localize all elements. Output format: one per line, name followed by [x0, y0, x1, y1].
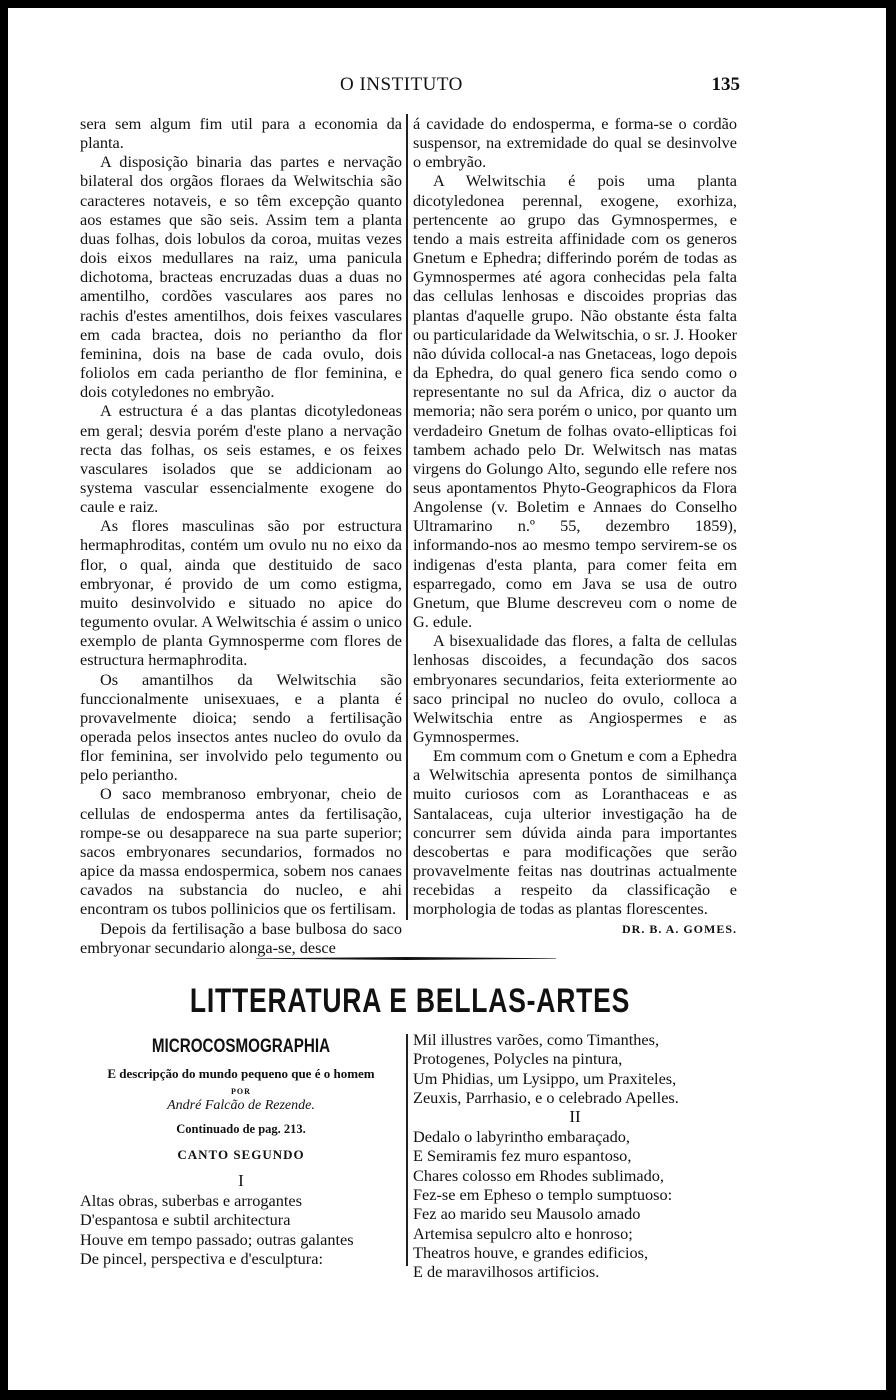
verse-line: Altas obras, suberbas e arrogantes — [80, 1191, 302, 1210]
paragraph: A disposição binaria das partes e nervação bilateral dos orgãos floraes da Welwitschia são caracteres notaveis, e so têm excepção quanto aos estames que são seis. Assim tem a planta duas folhas, dois lobulos da coroa, muitas vezes dois eixos medullares na raiz, uma panicula dichotoma, bracteas encruzadas duas a duas no amentilho, cordões vasculares aos pares no rachis d'estes amentilhos, dois feixes vasculares em cada bractea, dois no perianthο da flor feminina, dois na base de cada ovulo, dois foliolos em cada perianthο de flor feminina, e dois cotyledones no embryão. — [80, 152, 402, 402]
verse-line: Protogenes, Polycles na pintura, — [413, 1049, 623, 1069]
poem-title: MICROCOSMOGRAPHIA — [151, 1036, 331, 1057]
continued-note: Continuado de pag. 213. — [176, 1122, 306, 1136]
canto-heading: CANTO SEGUNDO — [177, 1147, 305, 1162]
paragraph: A Welwitschia é pois uma planta dicotyledonea perennal, exogene, exorhiza, pertencente ao grupo das Gymnospermes, e tendo a mais estreita affinidade com os generos Gnetum e Ephedra; differindo porém de todas as Gymnospermes até agora conhecidas pela falta das cellulas lenhosas e discoides proprias das plantas d'aquelle grupo. Não obstante ésta falta ou particularidade da Welwitschia, o sr. J. Hooker não dúvida collocal-a nas Gnetaceas, logo depois da Ephedra, do qual genero fica sendo como o representante no sul da Africa, diz o auctor da memoria; não sera porém o unico, por quanto um verdadeiro Gnetum de folhas ovato-ellipticas foi tambem achado pelo Dr. Welwitsch nas matas virgens do Golungo Alto, segundo elle refere nos seus apontamentos Phyto-Geographicos da Flora Angolense (v. Boletim e Annaes do Conselho Ultramarino n.º 55, dezembro 1859), informando-nos ao mesmo tempo servirem-se os indigenas d'esta planta, para comer feita em esparregado, como em Java se usa de outro Gnetum, que Blume descreveu com o nome de G. edule. — [413, 171, 737, 632]
paragraph: Depois da fertilisação a base bulbosa do saco embryonar secundario alonga-se, desce — [80, 918, 402, 957]
author-signature: DR. B. A. GOMES. — [621, 921, 737, 936]
verse-line: Artemisa sepulcro alto e honroso; — [413, 1223, 633, 1243]
verse-line: D'espantosa e subtil architectura — [80, 1210, 291, 1230]
journal-title: O INSTITUTO — [340, 74, 463, 95]
verse-line: E Semiramis fez muro espantoso, — [413, 1146, 632, 1166]
paragraph: O saco membranoso embryonar, cheio de cellulas de endosperma antes da fertilisação, rompe-se ou desapparece na sua parte superior; sacos embryonares secundarios, formados no apice da massa endospermica, sobem nos canaes cavados na substancia do nucleo, e ahi encontram os tubos pollinicios que os fertilisam. — [80, 784, 402, 919]
verse-line: Fez-se em Epheso o templo sumptuoso: — [413, 1185, 673, 1205]
verse-line: Houve em tempo passado; outras galantes — [80, 1229, 354, 1249]
paragraph: Os amantilhos da Welwitschia são funccionalmente unisexuaes, e a planta é provavelmente dioica; sendo a fertilisação operada pelos insectos antes nucleo do ovulo da flor feminina, ser involvido pelo tegumento ou pelo perianthο. — [80, 669, 402, 785]
section-title: LITTERATURA E BELLAS-ARTES — [189, 982, 631, 1020]
verse-line: Fez ao marido seu Mausolo amado — [413, 1204, 641, 1224]
poem-column-divider — [406, 1034, 408, 1266]
poem-author: André Falcão de Rezende. — [167, 1098, 315, 1113]
stanza-number: I — [238, 1171, 244, 1190]
paragraph: sera sem algum fim util para a economia da planta. — [80, 114, 402, 153]
verse-line: Theatros houve, e grandes edificios, — [413, 1242, 649, 1262]
paragraph: á cavidade do endosperma, e forma-se o cordão suspensor, na extremidade do qual se desinvolve o embryão. — [413, 114, 737, 172]
running-head — [80, 74, 740, 96]
column-divider — [406, 114, 408, 920]
paragraph: A bisexualidade das flores, a falta de cellulas lenhosas discoides, a fecundação dos sacos embryonares secundarios, feita exteriormente ao saco principal no nucleo do ovulo, colloca a Welwitschia entre as Angiospermes e as Gymnospermes. — [413, 631, 737, 746]
by-line: POR — [231, 1087, 251, 1096]
verse-line: De pincel, perspectiva e d'esculptura: — [80, 1248, 323, 1268]
verse-line: E de maravilhosos artificios. — [413, 1262, 600, 1282]
poem-right-column — [413, 1030, 737, 1282]
paragraph: A estructura é a das plantas dicotyledoneas em geral; desvia porém d'este plano a nervação recta das folhas, os seis estames, e os feixes vasculares isolados que se addicionam ao systema vascular essencialmente exogene do caule e raiz. — [80, 401, 402, 517]
right-column — [413, 114, 737, 939]
stanza-number: II — [569, 1107, 581, 1127]
verse-line: Um Phidias, um Lysippo, um Praxiteles, — [413, 1068, 677, 1088]
verse-line: Zeuxis, Parrhasio, e o celebrado Apelles. — [413, 1087, 679, 1107]
verse-line: Dedalo o labyrintho embaraçado, — [413, 1127, 630, 1147]
page-number: 135 — [711, 74, 740, 95]
poem-subtitle: E descripção do mundo pequeno que é o homem — [107, 1066, 375, 1081]
paragraph: As flores masculinas são por estructura hermaphroditas, contém um ovulo nu no eixo da flor, o qual, ainda que destituido de saco embryonar, é provido de um como estigma, muito desinvolvido e situado no apice do tegumento ovular. A Welwitschia é assim o unico exemplo de planta Gymnosperme com flores de estructura hermaphrodita. — [80, 516, 402, 670]
left-column — [80, 114, 402, 957]
verse-line: Chares colosso em Rhodes sublimado, — [413, 1165, 664, 1185]
verse-line: Mil illustres varões, como Timanthes, — [413, 1030, 660, 1049]
paragraph: Em commum com o Gnetum e com a Ephedra a Welwitschia apresenta pontos de similhança muito curiosos com as Loranthaceas e as Santalaceas, cuja ulterior investigação ha de concurrer sem dúvida ainda para importantes descobertas e para modificações que serão provavelmente feitas nas doutrinas actualmente recebidas a respeito da classificação e morphologia de todas as plantas florescentes. — [413, 746, 737, 919]
poem-left-column — [80, 1036, 402, 1268]
